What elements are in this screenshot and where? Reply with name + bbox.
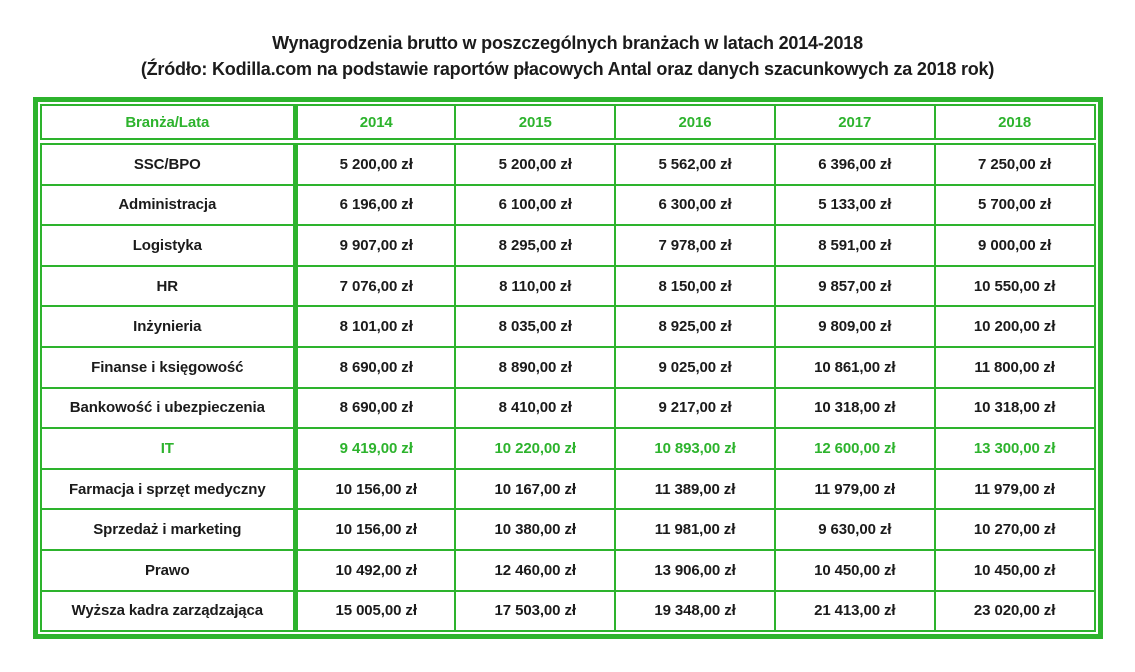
salary-cell: 7 978,00 zł [615,225,775,266]
salary-cell: 10 156,00 zł [296,469,456,510]
salary-cell: 10 318,00 zł [775,388,935,429]
salary-cell: 9 630,00 zł [775,509,935,550]
salary-cell: 9 419,00 zł [296,428,456,469]
industry-label: Inżynieria [41,306,296,347]
salary-cell: 19 348,00 zł [615,591,775,632]
salary-cell: 5 700,00 zł [935,185,1095,226]
table-row [41,550,1095,591]
salary-cell: 10 220,00 zł [455,428,615,469]
salary-cell: 9 809,00 zł [775,306,935,347]
year-column-header: 2016 [615,105,775,142]
industry-label: Farmacja i sprzęt medyczny [41,469,296,510]
salary-cell: 5 200,00 zł [455,142,615,185]
header-row [41,105,1095,142]
table-row [41,428,1095,469]
salary-cell: 6 100,00 zł [455,185,615,226]
salary-cell: 8 110,00 zł [455,266,615,307]
figure-source: (Źródło: Kodilla.com na podstawie raportów płacowych Antal oraz danych szacunkowych za 2018 rok) [140,59,995,79]
table-body [41,142,1095,632]
salary-cell: 10 450,00 zł [775,550,935,591]
salary-cell: 10 270,00 zł [935,509,1095,550]
table-row [41,266,1095,307]
salary-cell: 11 389,00 zł [615,469,775,510]
table-row [41,347,1095,388]
table-row [41,185,1095,226]
salary-cell: 9 217,00 zł [615,388,775,429]
salary-cell: 10 318,00 zł [935,388,1095,429]
table-row [41,306,1095,347]
salary-cell: 21 413,00 zł [775,591,935,632]
salary-cell: 8 690,00 zł [296,347,456,388]
year-column-header: 2015 [455,105,615,142]
industry-label: Wyższa kadra zarządzająca [41,591,296,632]
salary-cell: 6 300,00 zł [615,185,775,226]
industry-label: Bankowość i ubezpieczenia [41,388,296,429]
salary-cell: 5 200,00 zł [296,142,456,185]
salary-cell: 7 076,00 zł [296,266,456,307]
salary-cell: 8 690,00 zł [296,388,456,429]
salary-cell: 9 025,00 zł [615,347,775,388]
salary-cell: 10 450,00 zł [935,550,1095,591]
salary-table [40,104,1096,632]
salary-cell: 7 250,00 zł [935,142,1095,185]
table-row [41,142,1095,185]
salary-cell: 9 857,00 zł [775,266,935,307]
figure-title-block [0,0,1135,82]
salary-cell: 11 979,00 zł [775,469,935,510]
industry-label: Finanse i księgowość [41,347,296,388]
salary-cell: 11 800,00 zł [935,347,1095,388]
table-row [41,225,1095,266]
industry-label: HR [41,266,296,307]
year-column-header: 2017 [775,105,935,142]
table-row [41,469,1095,510]
salary-cell: 5 133,00 zł [775,185,935,226]
salary-cell: 9 907,00 zł [296,225,456,266]
industry-label: Sprzedaż i marketing [41,509,296,550]
salary-cell: 11 981,00 zł [615,509,775,550]
salary-cell: 8 890,00 zł [455,347,615,388]
salary-cell: 10 167,00 zł [455,469,615,510]
corner-header: Branża/Lata [41,105,296,142]
salary-cell: 8 295,00 zł [455,225,615,266]
year-column-header: 2014 [296,105,456,142]
salary-cell: 8 591,00 zł [775,225,935,266]
salary-cell: 12 460,00 zł [455,550,615,591]
salary-cell: 15 005,00 zł [296,591,456,632]
salary-cell: 6 196,00 zł [296,185,456,226]
salary-cell: 10 893,00 zł [615,428,775,469]
salary-cell: 11 979,00 zł [935,469,1095,510]
salary-cell: 13 906,00 zł [615,550,775,591]
figure-title: Wynagrodzenia brutto w poszczególnych branżach w latach 2014-2018 [272,33,863,53]
salary-cell: 8 410,00 zł [455,388,615,429]
salary-cell: 10 156,00 zł [296,509,456,550]
salary-cell: 10 492,00 zł [296,550,456,591]
salary-cell: 17 503,00 zł [455,591,615,632]
salary-cell: 8 925,00 zł [615,306,775,347]
salary-cell: 9 000,00 zł [935,225,1095,266]
salary-cell: 12 600,00 zł [775,428,935,469]
industry-label: Prawo [41,550,296,591]
salary-cell: 5 562,00 zł [615,142,775,185]
salary-cell: 6 396,00 zł [775,142,935,185]
salary-cell: 23 020,00 zł [935,591,1095,632]
table-row [41,591,1095,632]
year-column-header: 2018 [935,105,1095,142]
salary-cell: 13 300,00 zł [935,428,1095,469]
salary-cell: 8 150,00 zł [615,266,775,307]
salary-cell: 10 550,00 zł [935,266,1095,307]
salary-cell: 10 861,00 zł [775,347,935,388]
salary-cell: 8 101,00 zł [296,306,456,347]
salary-cell: 8 035,00 zł [455,306,615,347]
industry-label: SSC/BPO [41,142,296,185]
industry-label: IT [41,428,296,469]
table-row [41,388,1095,429]
salary-cell: 10 200,00 zł [935,306,1095,347]
salary-cell: 10 380,00 zł [455,509,615,550]
industry-label: Logistyka [41,225,296,266]
industry-label: Administracja [41,185,296,226]
table-row [41,509,1095,550]
salary-table-frame [33,97,1103,639]
